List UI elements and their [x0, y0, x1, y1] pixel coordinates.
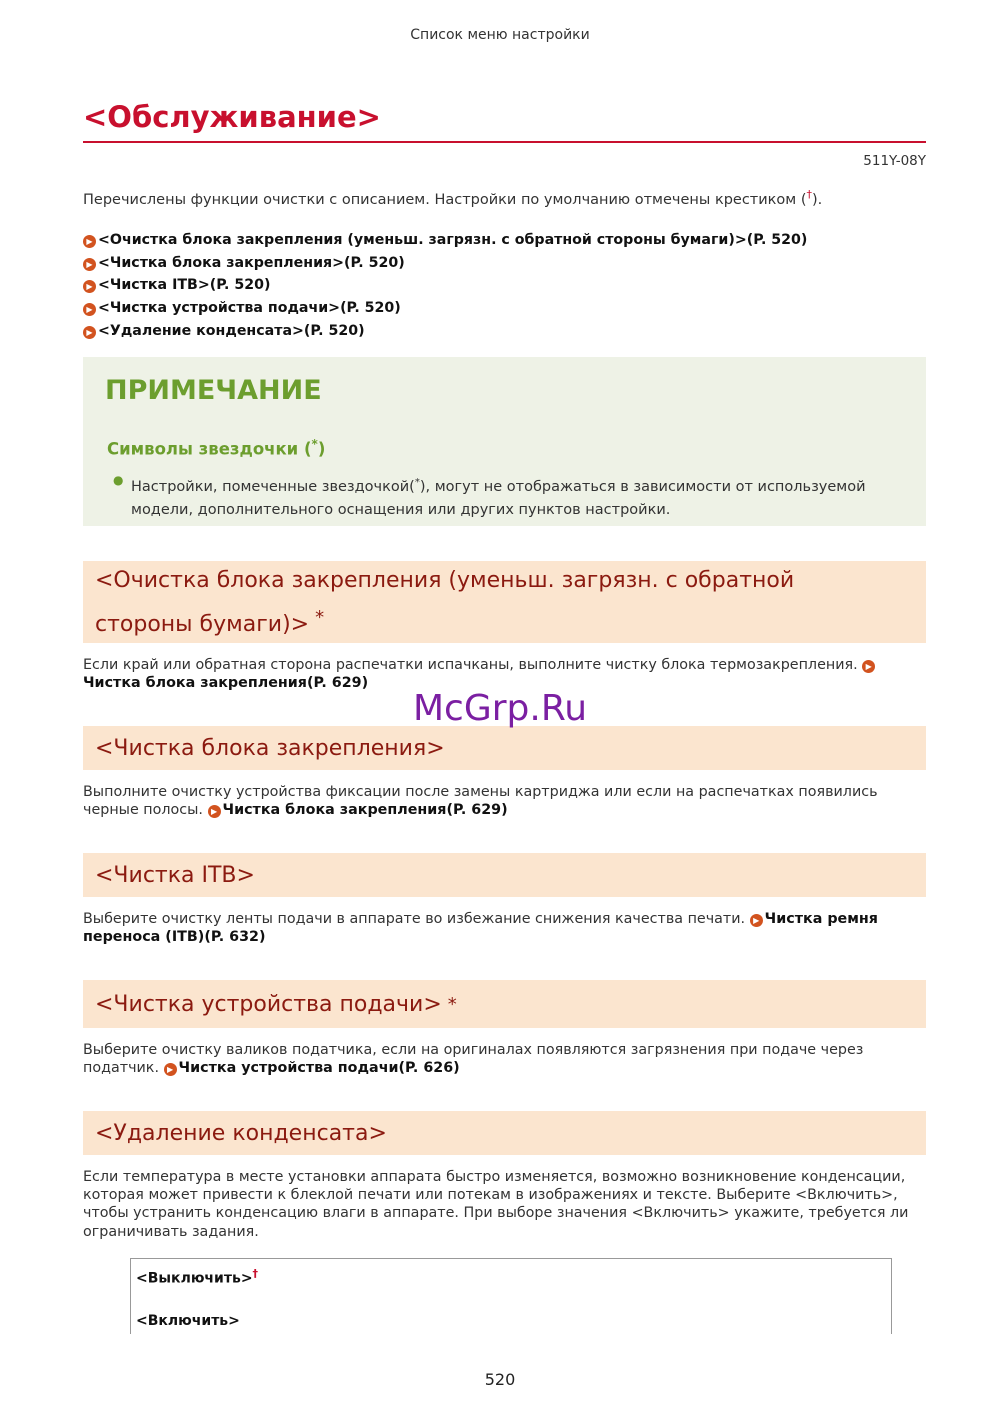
note-box — [83, 357, 926, 526]
asterisk-mark: * — [447, 993, 457, 1015]
section-link-label: Чистка ремня переноса (ITB)(P. 632) — [83, 911, 878, 946]
intro-text: Перечислены функции очистки с описанием. Настройки по умолчанию отмечены крестиком ( — [83, 191, 807, 208]
arrow-icon: ▶ — [862, 660, 875, 673]
note-subtitle-end: ) — [317, 439, 326, 459]
link-label: <Чистка ITB>(P. 520) — [98, 277, 271, 294]
section-heading-feeder — [83, 980, 926, 1028]
section-body-fixing-backside — [83, 656, 926, 692]
intro-paragraph — [83, 188, 926, 208]
arrow-icon: ▶ — [83, 326, 96, 339]
section-heading-text: <Очистка блока закрепления (уменьш. загрязн. с обратной стороны бумаги)> — [95, 567, 795, 637]
arrow-icon: ▶ — [83, 280, 96, 293]
link-feeder-cleaning[interactable] — [83, 297, 926, 320]
options-table — [130, 1258, 892, 1334]
link-fixing-cleaning-backside[interactable] — [83, 229, 926, 252]
link-fixing-cleaning[interactable] — [83, 252, 926, 275]
section-heading-fixing-backside — [83, 561, 926, 643]
note-title: ПРИМЕЧАНИЕ — [105, 375, 322, 406]
arrow-icon: ▶ — [83, 235, 96, 248]
option-off — [136, 1267, 258, 1287]
note-text-a: Настройки, помеченные звездочкой( — [131, 478, 415, 495]
section-body-feeder — [83, 1041, 926, 1077]
link-list — [83, 229, 926, 343]
bullet-icon: ● — [113, 473, 124, 487]
section-link[interactable] — [208, 802, 508, 818]
note-subtitle — [107, 437, 325, 459]
note-subtitle-text: Символы звездочки ( — [107, 439, 312, 459]
link-label: <Очистка блока закрепления (уменьш. загрязн. с обратной стороны бумаги)>(P. 520) — [98, 232, 808, 248]
section-link-label: Чистка блока закрепления(P. 629) — [222, 802, 508, 819]
section-heading-text: <Чистка устройства подачи> — [95, 991, 442, 1017]
option-label: <Включить> — [136, 1313, 240, 1329]
section-heading-text: <Удаление конденсата> — [95, 1120, 387, 1146]
arrow-icon: ▶ — [164, 1063, 177, 1076]
watermark: McGrp.Ru — [412, 688, 588, 729]
page-header: Список меню настройки — [410, 27, 590, 43]
section-text: Выполните очистку устройства фиксации после замены картриджа или если на распечатках появились черные полосы. — [83, 784, 878, 819]
option-label: <Выключить> — [136, 1270, 253, 1287]
link-label: <Чистка блока закрепления>(P. 520) — [98, 254, 405, 271]
link-condensation-removal[interactable] — [83, 320, 926, 343]
section-body-condensation: Если температура в месте установки аппарата быстро изменяется, возможно возникновение конденсации, которая может привести к блеклой печати или потекам в изображениях и тексте. Выберите <Включить>, чтобы устранить конденсацию влаги в аппарате. При выборе значения <Включить> укажите, требуется ли ограничивать задания. — [83, 1169, 909, 1240]
section-text: Выберите очистку валиков податчика, если на оригиналах появляются загрязнения при подаче через податчик. — [83, 1042, 864, 1077]
default-mark: † — [252, 1267, 259, 1280]
link-label: <Удаление конденсата>(P. 520) — [98, 322, 365, 339]
asterisk-mark: * — [311, 437, 318, 451]
option-on — [136, 1313, 240, 1329]
section-body-itb — [83, 910, 926, 946]
document-id: 511Y-08Y — [863, 153, 926, 169]
section-text: Если край или обратная сторона распечатки испачканы, выполните чистку блока термозакрепления. — [83, 657, 863, 673]
section-heading-itb — [83, 853, 926, 897]
note-text — [131, 471, 901, 522]
arrow-icon: ▶ — [83, 303, 96, 316]
arrow-icon: ▶ — [750, 914, 763, 927]
link-label: <Чистка устройства подачи>(P. 520) — [98, 300, 401, 317]
intro-end: ). — [812, 191, 823, 208]
section-heading-fixing — [83, 726, 926, 770]
section-link-label: Чистка устройства подачи(P. 626) — [178, 1060, 460, 1077]
arrow-icon: ▶ — [83, 258, 96, 271]
arrow-icon: ▶ — [208, 805, 221, 818]
section-heading-text: <Чистка блока закрепления> — [95, 735, 445, 761]
default-mark: † — [806, 188, 812, 201]
section-text: Выберите очистку ленты подачи в аппарате во избежание снижения качества печати. — [83, 911, 750, 927]
page-number: 520 — [484, 1370, 516, 1389]
asterisk-mark: * — [414, 477, 420, 488]
note-text-b: ), могут не отображаться в зависимости от используемой модели, дополнительного оснащения или других пунктов настройки. — [131, 478, 866, 518]
section-heading-text: <Чистка ITB> — [95, 862, 255, 888]
title-divider — [83, 141, 926, 143]
link-itb-cleaning[interactable] — [83, 274, 926, 297]
section-link-label: Чистка блока закрепления(P. 629) — [83, 675, 369, 692]
section-heading-condensation — [83, 1111, 926, 1155]
asterisk-mark: * — [315, 606, 325, 628]
page-title: <Обслуживание> — [83, 100, 381, 134]
section-link[interactable] — [164, 1060, 460, 1076]
section-body-fixing — [83, 783, 926, 819]
